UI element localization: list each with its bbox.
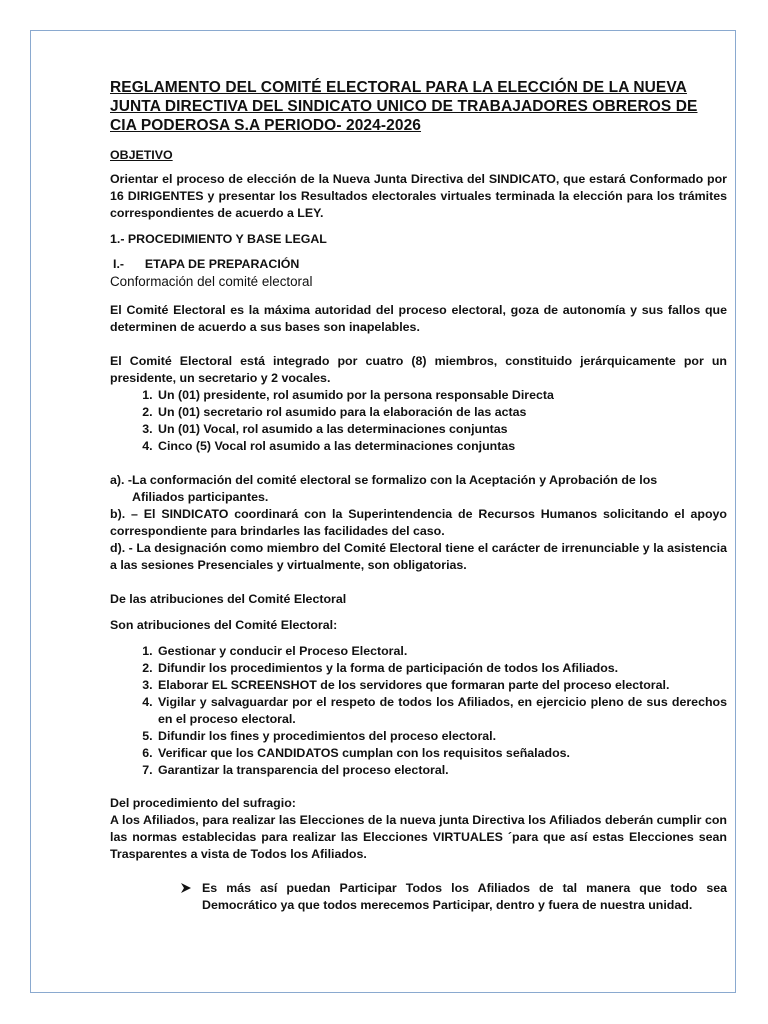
list-item: 2. Un (01) secretario rol asumido para la elaboración de las actas (156, 404, 727, 421)
document-title: REGLAMENTO DEL COMITÉ ELECTORAL PARA LA ELECCIÓN DE LA NUEVA JUNTA DIRECTIVA DEL SINDICATO UNICO DE TRABAJADORES OBREROS DE CIA PODEROSA S.A PERIODO- 2024-2026 (110, 79, 698, 134)
list-item: 1. Un (01) presidente, rol asumido por la persona responsable Directa (156, 387, 727, 404)
sufragio-heading: Del procedimiento del sufragio: (110, 796, 296, 810)
item-a-continuation: Afiliados participantes. (132, 490, 269, 504)
sufragio-text: A los Afiliados, para realizar las Elecciones de la nueva junta Directiva los Afiliados deberán cumplir con las normas establecidas para realizar las Elecciones VIRTUALES ´para que así estas Elecciones sean Trasparentes a vista de Todos los Afiliados. (110, 813, 727, 861)
list-item: 6. Verificar que los CANDIDATOS cumplan con los requisitos señalados. (156, 745, 727, 762)
list-item: 3. Elaborar EL SCREENSHOT de los servidores que formaran parte del proceso electoral. (156, 677, 727, 694)
arrow-bullet-item (180, 880, 727, 914)
stage-heading (110, 256, 727, 273)
item-d-text: d). - La designación como miembro del Comité Electoral tiene el carácter de irrenunciable y la asistencia a las sesiones Presenciales y virtualmente, son obligatorias. (110, 541, 727, 572)
comite-composition-paragraph: El Comité Electoral está integrado por cuatro (8) miembros, constituido jerárquicamente por un presidente, un secretario y 2 vocales. (110, 354, 727, 385)
item-a-text: a). -La conformación del comité electoral se formalizo con la Aceptación y Aprobación de los (110, 473, 658, 487)
list-item: 7. Garantizar la transparencia del proceso electoral. (156, 762, 727, 779)
list-item: 3. Un (01) Vocal, rol asumido a las determinaciones conjuntas (156, 421, 727, 438)
atribuciones-list (110, 643, 727, 779)
objetivo-heading: OBJETIVO (110, 148, 173, 162)
stage-title: ETAPA DE PREPARACIÓN (144, 257, 300, 271)
atribuciones-intro: Son atribuciones del Comité Electoral: (110, 618, 338, 632)
arrow-bullet-text: Es más así puedan Participar Todos los Afiliados de tal manera que todo sea Democrático ya que todos merecemos Participar, dentro y fuera de nuestra unidad. (202, 881, 727, 912)
list-item: 5. Difundir los fines y procedimientos del proceso electoral. (156, 728, 727, 745)
section-subtitle: Conformación del comité electoral (110, 274, 313, 289)
arrow-bullet-icon (180, 880, 202, 914)
members-list (110, 387, 727, 455)
atribuciones-heading: De las atribuciones del Comité Electoral (110, 592, 347, 606)
section-1-heading: 1.- PROCEDIMIENTO Y BASE LEGAL (110, 232, 327, 246)
list-item: 4. Cinco (5) Vocal rol asumido a las determinaciones conjuntas (156, 438, 727, 455)
stage-number: I.- (113, 257, 125, 271)
objetivo-text: Orientar el proceso de elección de la Nueva Junta Directiva del SINDICATO, que estará Conformado por 16 DIRIGENTES y presentar los Resultados electorales virtuales terminada la elección para los trámites correspondientes de acuerdo a LEY. (110, 172, 727, 220)
comite-authority-paragraph: El Comité Electoral es la máxima autoridad del proceso electoral, goza de autonomía y sus fallos que determinen de acuerdo a sus bases son inapelables. (110, 303, 727, 334)
document-body (110, 78, 727, 914)
list-item: 1. Gestionar y conducir el Proceso Electoral. (156, 643, 727, 660)
list-item: 2. Difundir los procedimientos y la forma de participación de todos los Afiliados. (156, 660, 727, 677)
list-item: 4. Vigilar y salvaguardar por el respeto de todos los Afiliados, en ejercicio pleno de sus derechos en el proceso electoral. (156, 694, 727, 728)
item-b-text: b). – El SINDICATO coordinará con la Superintendencia de Recursos Humanos solicitando el apoyo correspondiente para brindarles las facilidades del caso. (110, 507, 727, 538)
